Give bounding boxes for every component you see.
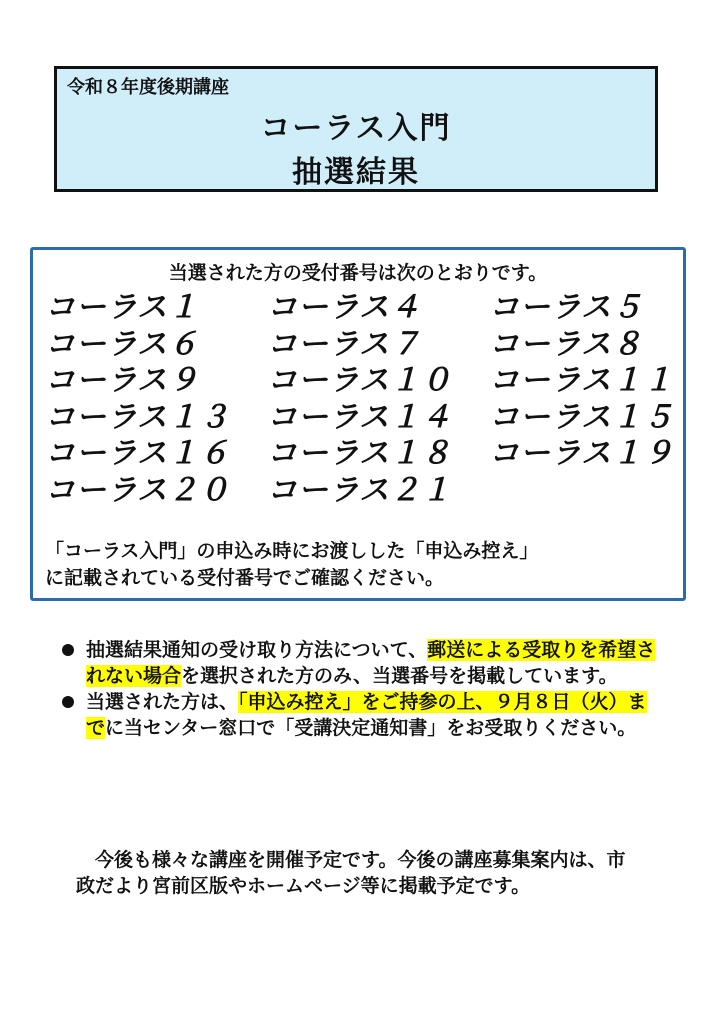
notice-text: 当選された方は、: [86, 691, 239, 713]
confirmation-note-line: に記載されている受付番号でご確認ください。: [45, 567, 445, 589]
highlighted-text: 「申込み控え」をご持参の上、９月８日（火）まで: [86, 691, 647, 739]
notice-item-collection: [62, 689, 662, 741]
winning-number: コーラス６: [45, 326, 200, 362]
winning-number: コーラス９: [45, 363, 200, 398]
winning-numbers-grid: [45, 290, 675, 509]
notice-list: [62, 637, 662, 741]
winning-number: コーラス１１: [489, 363, 675, 398]
course-name: コーラス入門: [260, 111, 452, 146]
winning-number: コーラス５: [489, 290, 644, 325]
bullet-icon: [62, 696, 74, 708]
winning-number: コーラス１: [45, 290, 200, 325]
title-box: [54, 66, 658, 192]
winning-number: コーラス４: [267, 290, 422, 325]
winning-number: コーラス８: [489, 326, 644, 362]
winners-heading: 当選された方の受付番号は次のとおりです。: [168, 262, 548, 284]
winning-number: コーラス１８: [267, 436, 453, 471]
winning-number: コーラス２０: [45, 472, 231, 508]
notice-text: を選択された方のみ、当選番号を掲載しています。: [181, 665, 618, 687]
notice-text: 抽選結果通知の受け取り方法について、: [86, 639, 428, 661]
winning-number: コーラス１３: [45, 399, 231, 435]
confirmation-note-line: 「コーラス入門」の申込み時にお渡しした「申込み控え」: [45, 540, 539, 562]
bullet-icon: [62, 644, 74, 656]
winning-number: コーラス２１: [267, 472, 453, 508]
notice-text: に当センター窓口で「受講決定通知書」をお受取りください。: [105, 717, 637, 739]
notice-item-pickup-method: [62, 637, 662, 689]
winning-number: コーラス１４: [267, 399, 453, 435]
winning-number: コーラス７: [267, 326, 422, 362]
winning-number: コーラス１６: [45, 436, 231, 471]
result-title: 抽選結果: [292, 155, 420, 190]
winning-number: コーラス１０: [267, 363, 453, 398]
confirmation-note: [45, 538, 675, 592]
winning-number: コーラス１９: [489, 436, 675, 471]
closing-paragraph: 今後も様々な講座を開催予定です。今後の講座募集案内は、市政だより宮前区版やホームページ等に掲載予定です。: [76, 849, 626, 897]
winning-number: コーラス１５: [489, 399, 675, 435]
highlighted-text: 郵送による受取りを希望されない場合: [86, 639, 656, 687]
winners-box: [30, 247, 686, 601]
course-term: 令和８年度後期講座: [67, 77, 229, 98]
